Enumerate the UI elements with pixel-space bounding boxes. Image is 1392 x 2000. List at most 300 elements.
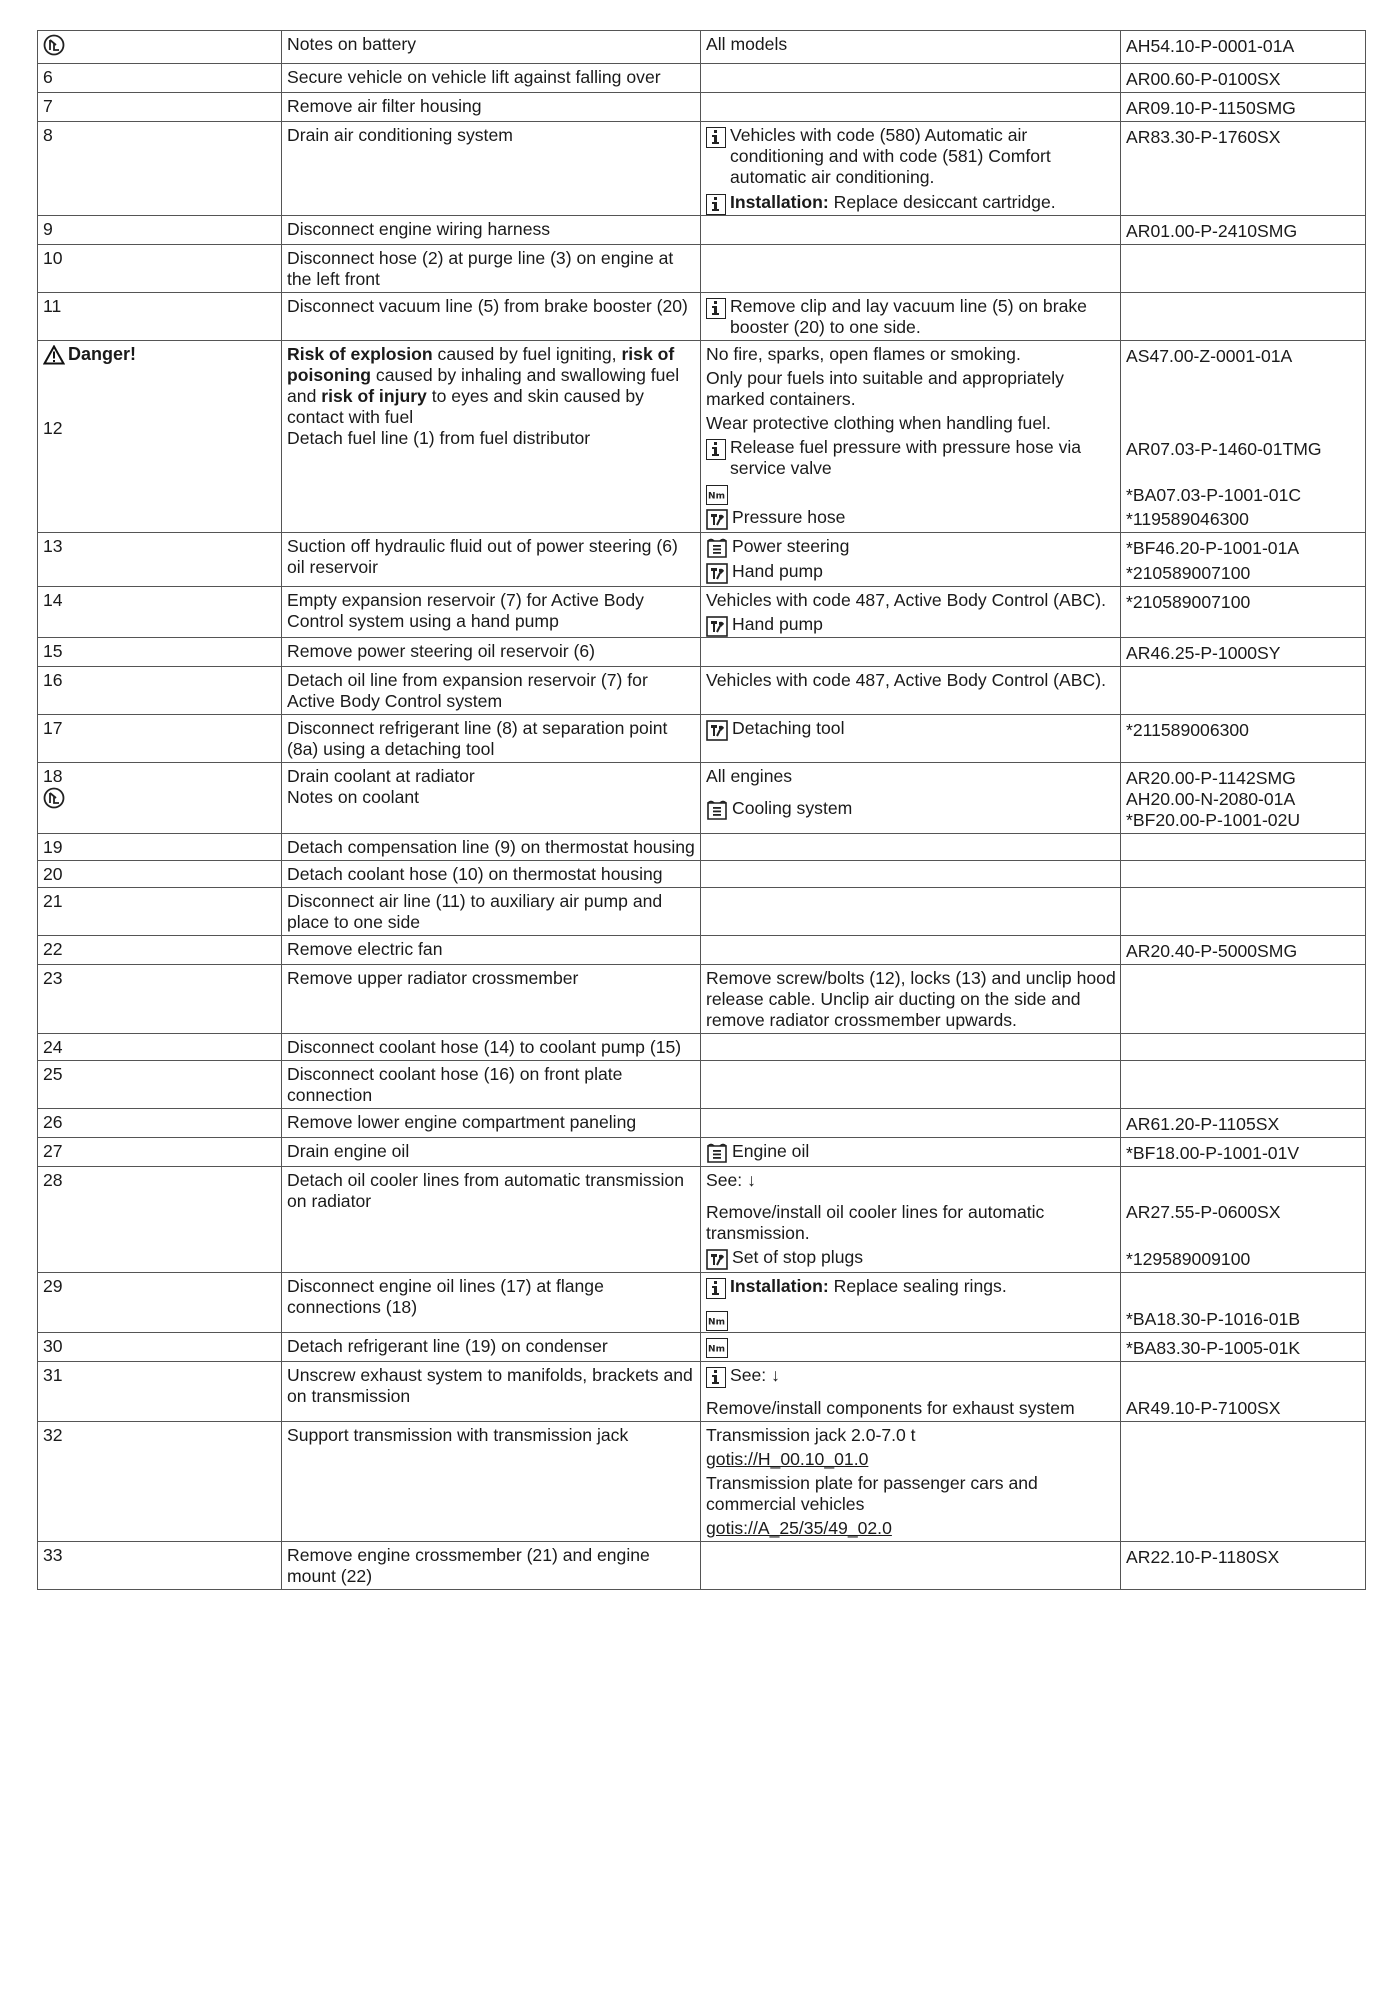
svg-text:Nm: Nm	[708, 1317, 725, 1328]
table-row	[38, 638, 1366, 667]
note-value: Cooling system	[732, 798, 853, 818]
note-item	[706, 437, 1116, 479]
notes-cell	[701, 587, 1121, 638]
step-cell	[38, 533, 282, 587]
notes-cell	[701, 667, 1121, 715]
step-number: 12	[43, 418, 63, 438]
note-value: Replace desiccant cartridge.	[828, 192, 1056, 212]
notes-cell	[701, 965, 1121, 1034]
reference-cell	[1121, 122, 1366, 216]
operation-text: Secure vehicle on vehicle lift against falling over	[287, 67, 661, 87]
operation-text: Drain air conditioning system	[287, 125, 513, 145]
operation-text: Remove electric fan	[287, 939, 443, 959]
operation-cell	[282, 245, 701, 293]
notes-cell	[701, 64, 1121, 93]
note-item	[706, 1309, 1116, 1329]
operation-cell	[282, 834, 701, 861]
step-cell	[38, 216, 282, 245]
note-text: Vehicles with code 487, Active Body Control (ABC).	[706, 670, 1106, 690]
table-row	[38, 341, 1366, 533]
reference-link[interactable]: AS47.00-Z-0001-01A	[1126, 346, 1293, 366]
note-value: Set of stop plugs	[732, 1247, 864, 1267]
notes-cell	[701, 341, 1121, 533]
operation-cell	[282, 965, 701, 1034]
step-number: 13	[43, 536, 63, 556]
note-text	[732, 536, 849, 557]
operation-cell	[282, 936, 701, 965]
reference-link[interactable]: AR27.55-P-0600SX	[1126, 1202, 1281, 1222]
step-number: 16	[43, 670, 63, 690]
note-text	[732, 1141, 809, 1162]
notes-cell	[701, 638, 1121, 667]
note-text: No fire, sparks, open flames or smoking.	[706, 344, 1021, 364]
operation-text: Drain coolant at radiator	[287, 766, 475, 786]
step-number: 15	[43, 641, 63, 661]
step-cell	[38, 1109, 282, 1138]
reference-cell	[1121, 1138, 1366, 1167]
note-text: Transmission plate for passenger cars and commercial vehicles	[706, 1473, 1038, 1514]
reference-cell	[1121, 1034, 1366, 1061]
step-number: 30	[43, 1336, 63, 1356]
step-number: 24	[43, 1037, 63, 1057]
operation-cell	[282, 715, 701, 763]
table-row	[38, 965, 1366, 1034]
special-tool-icon	[706, 563, 728, 584]
note-text	[732, 507, 845, 528]
step-cell	[38, 341, 282, 533]
note-item	[706, 483, 1116, 503]
step-cell	[38, 965, 282, 1034]
note-value: Hand pump	[732, 561, 823, 581]
reference-cell	[1121, 1061, 1366, 1109]
operation-cell	[282, 1138, 701, 1167]
reference-link[interactable]: *BA07.03-P-1001-01C	[1126, 485, 1302, 505]
note-value: Pressure hose	[732, 507, 846, 527]
special-tool-icon	[706, 616, 728, 637]
note-text: Transmission jack 2.0-7.0 t	[706, 1425, 916, 1445]
note-text	[732, 718, 844, 739]
note-item	[706, 192, 1116, 213]
info-icon	[706, 1278, 726, 1299]
table-row	[38, 293, 1366, 341]
reference-link[interactable]: *210589007100	[1126, 592, 1251, 612]
operation-text: Remove lower engine compartment paneling	[287, 1112, 637, 1132]
procedure-table-body	[38, 31, 1366, 1590]
step-number: 28	[43, 1170, 63, 1190]
note-text	[730, 1276, 1007, 1297]
danger-text-part: to eyes and skin caused by contact with fuel	[287, 386, 644, 427]
reference-cell	[1121, 1333, 1366, 1362]
step-cell	[38, 763, 282, 834]
table-row	[38, 245, 1366, 293]
notes-cell	[701, 888, 1121, 936]
notes-cell	[701, 1422, 1121, 1542]
table-row	[38, 1422, 1366, 1542]
step-number: 25	[43, 1064, 63, 1084]
notes-cell	[701, 1061, 1121, 1109]
danger-text-part: Risk of explosion	[287, 344, 433, 364]
table-row	[38, 1167, 1366, 1273]
step-cell	[38, 638, 282, 667]
operation-text: Detach fuel line (1) from fuel distributor	[287, 428, 591, 448]
note-value: Engine oil	[732, 1141, 810, 1161]
step-cell	[38, 834, 282, 861]
operation-cell	[282, 888, 701, 936]
operation-cell	[282, 216, 701, 245]
svg-text:Nm: Nm	[708, 491, 725, 502]
reference-link[interactable]: AR01.00-P-2410SMG	[1126, 221, 1298, 241]
operation-text: Disconnect engine oil lines (17) at flange connections (18)	[287, 1276, 604, 1317]
step-cell	[38, 122, 282, 216]
step-cell	[38, 1167, 282, 1273]
reference-link[interactable]: *119589046300	[1126, 509, 1249, 529]
operation-text: Remove power steering oil reservoir (6)	[287, 641, 596, 661]
operation-text: Unscrew exhaust system to manifolds, brackets and on transmission	[287, 1365, 693, 1406]
operation-cell	[282, 1333, 701, 1362]
info-icon	[706, 298, 726, 319]
operation-text: Disconnect hose (2) at purge line (3) on engine at the left front	[287, 248, 674, 289]
gotis-link[interactable]: gotis://A_25/35/49_02.0	[706, 1518, 892, 1538]
table-row	[38, 834, 1366, 861]
note-item	[706, 718, 1116, 739]
step-number: 11	[43, 296, 62, 316]
special-tool-icon	[706, 720, 728, 741]
step-cell	[38, 64, 282, 93]
note-text: Only pour fuels into suitable and appropriately marked containers.	[706, 368, 1064, 409]
note-text	[730, 125, 1116, 188]
operation-cell	[282, 1034, 701, 1061]
operation-text: Remove engine crossmember (21) and engine mount (22)	[287, 1545, 650, 1586]
step-number: 17	[43, 718, 63, 738]
operation-cell	[282, 861, 701, 888]
note-text	[732, 798, 852, 819]
special-tool-icon	[706, 509, 728, 530]
note-bold-label: Installation:	[730, 192, 829, 212]
reference-link[interactable]: AR20.00-P-1142SMG	[1126, 768, 1296, 788]
operation-cell	[282, 587, 701, 638]
note-item	[706, 561, 1116, 582]
svg-text:Nm: Nm	[708, 1344, 725, 1355]
notes-cell	[701, 1333, 1121, 1362]
reference-cell	[1121, 888, 1366, 936]
operation-text: Disconnect coolant hose (14) to coolant pump (15)	[287, 1037, 682, 1057]
operation-cell	[282, 341, 701, 533]
step-number: 27	[43, 1141, 63, 1161]
reference-link[interactable]: *211589006300	[1126, 720, 1249, 740]
step-cell	[38, 1034, 282, 1061]
reference-link[interactable]: AR49.10-P-7100SX	[1126, 1398, 1281, 1418]
danger-text-part: caused by inhaling and swallowing fuel and	[287, 365, 680, 406]
notes-icon	[43, 34, 65, 56]
note-text	[732, 561, 823, 582]
reference-link[interactable]: *BA83.30-P-1005-01K	[1126, 1338, 1301, 1358]
step-cell	[38, 1542, 282, 1590]
step-number: 8	[43, 125, 53, 145]
operation-cell	[282, 31, 701, 64]
operation-text: Drain engine oil	[287, 1141, 410, 1161]
reference-cell	[1121, 936, 1366, 965]
operation-cell	[282, 122, 701, 216]
note-value: Release fuel pressure with pressure hose via service valve	[730, 437, 1082, 478]
danger-text: Danger!	[68, 344, 137, 364]
reference-cell	[1121, 341, 1366, 533]
reference-cell	[1121, 587, 1366, 638]
danger-text-part: risk of injury	[321, 386, 427, 406]
operation-text: Empty expansion reservoir (7) for Active Body Control system using a hand pump	[287, 590, 644, 631]
note-text: All models	[706, 34, 788, 54]
operation-text: Disconnect air line (11) to auxiliary air pump and place to one side	[287, 891, 663, 932]
step-cell	[38, 93, 282, 122]
torque-nm-icon	[706, 1311, 728, 1331]
step-number: 9	[43, 219, 53, 239]
table-row	[38, 888, 1366, 936]
table-row	[38, 1034, 1366, 1061]
notes-cell	[701, 245, 1121, 293]
notes-cell	[701, 293, 1121, 341]
operation-text: Notes on battery	[287, 34, 417, 54]
reference-cell	[1121, 245, 1366, 293]
note-text	[732, 614, 823, 635]
table-row	[38, 216, 1366, 245]
table-row	[38, 1061, 1366, 1109]
notes-cell	[701, 1167, 1121, 1273]
note-value: Detaching tool	[732, 718, 845, 738]
notes-cell	[701, 1542, 1121, 1590]
reference-cell	[1121, 64, 1366, 93]
note-text: See: ↓	[706, 1170, 756, 1190]
step-cell	[38, 1061, 282, 1109]
torque-nm-icon	[706, 485, 728, 505]
reference-link[interactable]: *BF18.00-P-1001-01V	[1126, 1143, 1300, 1163]
reference-link[interactable]: AR20.40-P-5000SMG	[1126, 941, 1298, 961]
info-icon	[706, 1367, 726, 1388]
step-number: 33	[43, 1545, 63, 1565]
note-text: Remove/install oil cooler lines for automatic transmission.	[706, 1202, 1045, 1243]
reference-link[interactable]: AR00.60-P-0100SX	[1126, 69, 1281, 89]
note-item	[706, 1365, 1116, 1386]
reference-link[interactable]: *129589009100	[1126, 1249, 1251, 1269]
step-number: 23	[43, 968, 63, 988]
step-cell	[38, 293, 282, 341]
operation-text: Notes on coolant	[287, 787, 420, 807]
step-cell	[38, 936, 282, 965]
warning-triangle-icon	[43, 345, 65, 365]
note-text	[730, 296, 1116, 338]
work-procedure-document	[37, 30, 1365, 1590]
reference-cell	[1121, 861, 1366, 888]
note-bold-label: Installation:	[730, 1276, 829, 1296]
step-cell	[38, 667, 282, 715]
reference-link[interactable]: AR09.10-P-1150SMG	[1126, 98, 1296, 118]
operation-cell	[282, 638, 701, 667]
note-text: All engines	[706, 766, 793, 786]
table-row	[38, 1138, 1366, 1167]
table-row	[38, 1273, 1366, 1333]
step-number: 18	[43, 766, 63, 786]
notes-cell	[701, 1034, 1121, 1061]
info-icon	[706, 127, 726, 148]
operation-text: Suction off hydraulic fluid out of power steering (6) oil reservoir	[287, 536, 678, 577]
notes-cell	[701, 533, 1121, 587]
reference-link[interactable]: *BF46.20-P-1001-01A	[1126, 538, 1300, 558]
note-text	[732, 1247, 863, 1268]
notes-cell	[701, 715, 1121, 763]
step-number: 31	[43, 1365, 63, 1385]
table-row	[38, 1333, 1366, 1362]
operation-cell	[282, 667, 701, 715]
note-text: Vehicles with code 487, Active Body Control (ABC).	[706, 590, 1106, 610]
notes-cell	[701, 861, 1121, 888]
note-value: Remove clip and lay vacuum line (5) on brake booster (20) to one side.	[730, 296, 1087, 337]
note-text: Wear protective clothing when handling fuel.	[706, 413, 1051, 433]
note-item	[706, 536, 1116, 557]
danger-label	[43, 344, 277, 365]
table-row	[38, 1109, 1366, 1138]
info-icon	[706, 439, 726, 460]
torque-nm-icon	[706, 1338, 728, 1358]
danger-description	[287, 344, 696, 428]
procedure-table	[37, 30, 1366, 1590]
operation-cell	[282, 763, 701, 834]
operation-text: Support transmission with transmission jack	[287, 1425, 629, 1445]
step-cell	[38, 245, 282, 293]
special-tool-icon	[706, 1249, 728, 1270]
reference-link[interactable]: *BA18.30-P-1016-01B	[1126, 1309, 1301, 1329]
info-icon	[706, 194, 726, 215]
note-text: Remove screw/bolts (12), locks (13) and unclip hood release cable. Unclip air ducting on the side and remove radiator crossmember upwards.	[706, 968, 1116, 1030]
notes-cell	[701, 1362, 1121, 1422]
reference-cell	[1121, 1422, 1366, 1542]
operation-cell	[282, 293, 701, 341]
note-value: Vehicles with code (580) Automatic air conditioning and with code (581) Comfort automatic air conditioning.	[730, 125, 1051, 187]
reference-link[interactable]: AR22.10-P-1180SX	[1126, 1547, 1280, 1567]
note-item	[706, 614, 1116, 635]
note-value: See: ↓	[730, 1365, 780, 1385]
gotis-link[interactable]: gotis://H_00.10_01.0	[706, 1449, 869, 1469]
note-item	[706, 296, 1116, 338]
table-row	[38, 936, 1366, 965]
reference-cell	[1121, 31, 1366, 64]
table-row	[38, 122, 1366, 216]
reference-cell	[1121, 293, 1366, 341]
step-cell	[38, 888, 282, 936]
operation-text: Remove air filter housing	[287, 96, 482, 116]
step-number: 20	[43, 864, 63, 884]
table-row	[38, 667, 1366, 715]
operation-text: Disconnect vacuum line (5) from brake booster (20)	[287, 296, 688, 316]
notes-cell	[701, 936, 1121, 965]
reference-link[interactable]: AR83.30-P-1760SX	[1126, 127, 1281, 147]
note-item	[706, 1247, 1116, 1268]
table-row	[38, 31, 1366, 64]
step-cell	[38, 1422, 282, 1542]
reference-link[interactable]: *BF20.00-P-1001-02U	[1126, 810, 1301, 830]
step-cell	[38, 861, 282, 888]
step-cell	[38, 31, 282, 64]
reference-cell	[1121, 638, 1366, 667]
reference-cell	[1121, 834, 1366, 861]
step-number: 10	[43, 248, 63, 268]
notes-cell	[701, 216, 1121, 245]
operating-fluids-icon	[706, 1143, 728, 1164]
reference-link[interactable]: AH20.00-N-2080-01A	[1126, 789, 1296, 809]
operation-text: Detach oil line from expansion reservoir (7) for Active Body Control system	[287, 670, 648, 711]
reference-link[interactable]: AR07.03-P-1460-01TMG	[1126, 439, 1322, 459]
danger-text-part: caused by fuel igniting,	[432, 344, 622, 364]
reference-link[interactable]: AR46.25-P-1000SY	[1126, 643, 1281, 663]
note-text: Remove/install components for exhaust system	[706, 1398, 1075, 1418]
operation-text: Detach compensation line (9) on thermostat housing	[287, 837, 695, 857]
table-row	[38, 93, 1366, 122]
note-item	[706, 1141, 1116, 1162]
step-cell	[38, 1138, 282, 1167]
note-value: Hand pump	[732, 614, 823, 634]
operating-fluids-icon	[706, 800, 728, 821]
reference-cell	[1121, 533, 1366, 587]
step-number: 22	[43, 939, 63, 959]
step-cell	[38, 1333, 282, 1362]
notes-icon	[43, 787, 65, 809]
operation-text: Remove upper radiator crossmember	[287, 968, 579, 988]
operation-cell	[282, 533, 701, 587]
step-number: 6	[43, 67, 53, 87]
operation-text: Detach coolant hose (10) on thermostat housing	[287, 864, 663, 884]
operation-text: Detach oil cooler lines from automatic transmission on radiator	[287, 1170, 684, 1211]
step-number: 14	[43, 590, 63, 610]
note-text	[730, 192, 1056, 213]
note-item	[706, 507, 1116, 528]
operation-cell	[282, 1061, 701, 1109]
note-item	[706, 1336, 1116, 1356]
step-number: 26	[43, 1112, 63, 1132]
operation-text: Disconnect coolant hose (16) on front plate connection	[287, 1064, 623, 1105]
notes-cell	[701, 122, 1121, 216]
notes-cell	[701, 1109, 1121, 1138]
step-cell	[38, 1273, 282, 1333]
operation-cell	[282, 1109, 701, 1138]
table-row	[38, 1542, 1366, 1590]
notes-cell	[701, 1273, 1121, 1333]
operation-cell	[282, 93, 701, 122]
reference-cell	[1121, 1167, 1366, 1273]
reference-link[interactable]: AH54.10-P-0001-01A	[1126, 36, 1295, 56]
operation-text: Disconnect refrigerant line (8) at separation point (8a) using a detaching tool	[287, 718, 668, 759]
step-number: 29	[43, 1276, 63, 1296]
table-row	[38, 533, 1366, 587]
note-value: Power steering	[732, 536, 850, 556]
notes-cell	[701, 31, 1121, 64]
reference-cell	[1121, 93, 1366, 122]
reference-link[interactable]: AR61.20-P-1105SX	[1126, 1114, 1280, 1134]
table-row	[38, 861, 1366, 888]
notes-cell	[701, 1138, 1121, 1167]
reference-cell	[1121, 1109, 1366, 1138]
step-number: 7	[43, 96, 53, 116]
table-row	[38, 715, 1366, 763]
reference-cell	[1121, 1273, 1366, 1333]
step-number: 19	[43, 837, 63, 857]
step-number: 21	[43, 891, 63, 911]
notes-cell	[701, 93, 1121, 122]
note-text	[730, 1365, 780, 1386]
note-text	[730, 437, 1116, 479]
reference-cell	[1121, 667, 1366, 715]
table-row	[38, 763, 1366, 834]
reference-link[interactable]: *210589007100	[1126, 563, 1251, 583]
operation-text: Disconnect engine wiring harness	[287, 219, 551, 239]
danger-text-part: risk of poisoning	[287, 344, 675, 385]
reference-cell	[1121, 1362, 1366, 1422]
